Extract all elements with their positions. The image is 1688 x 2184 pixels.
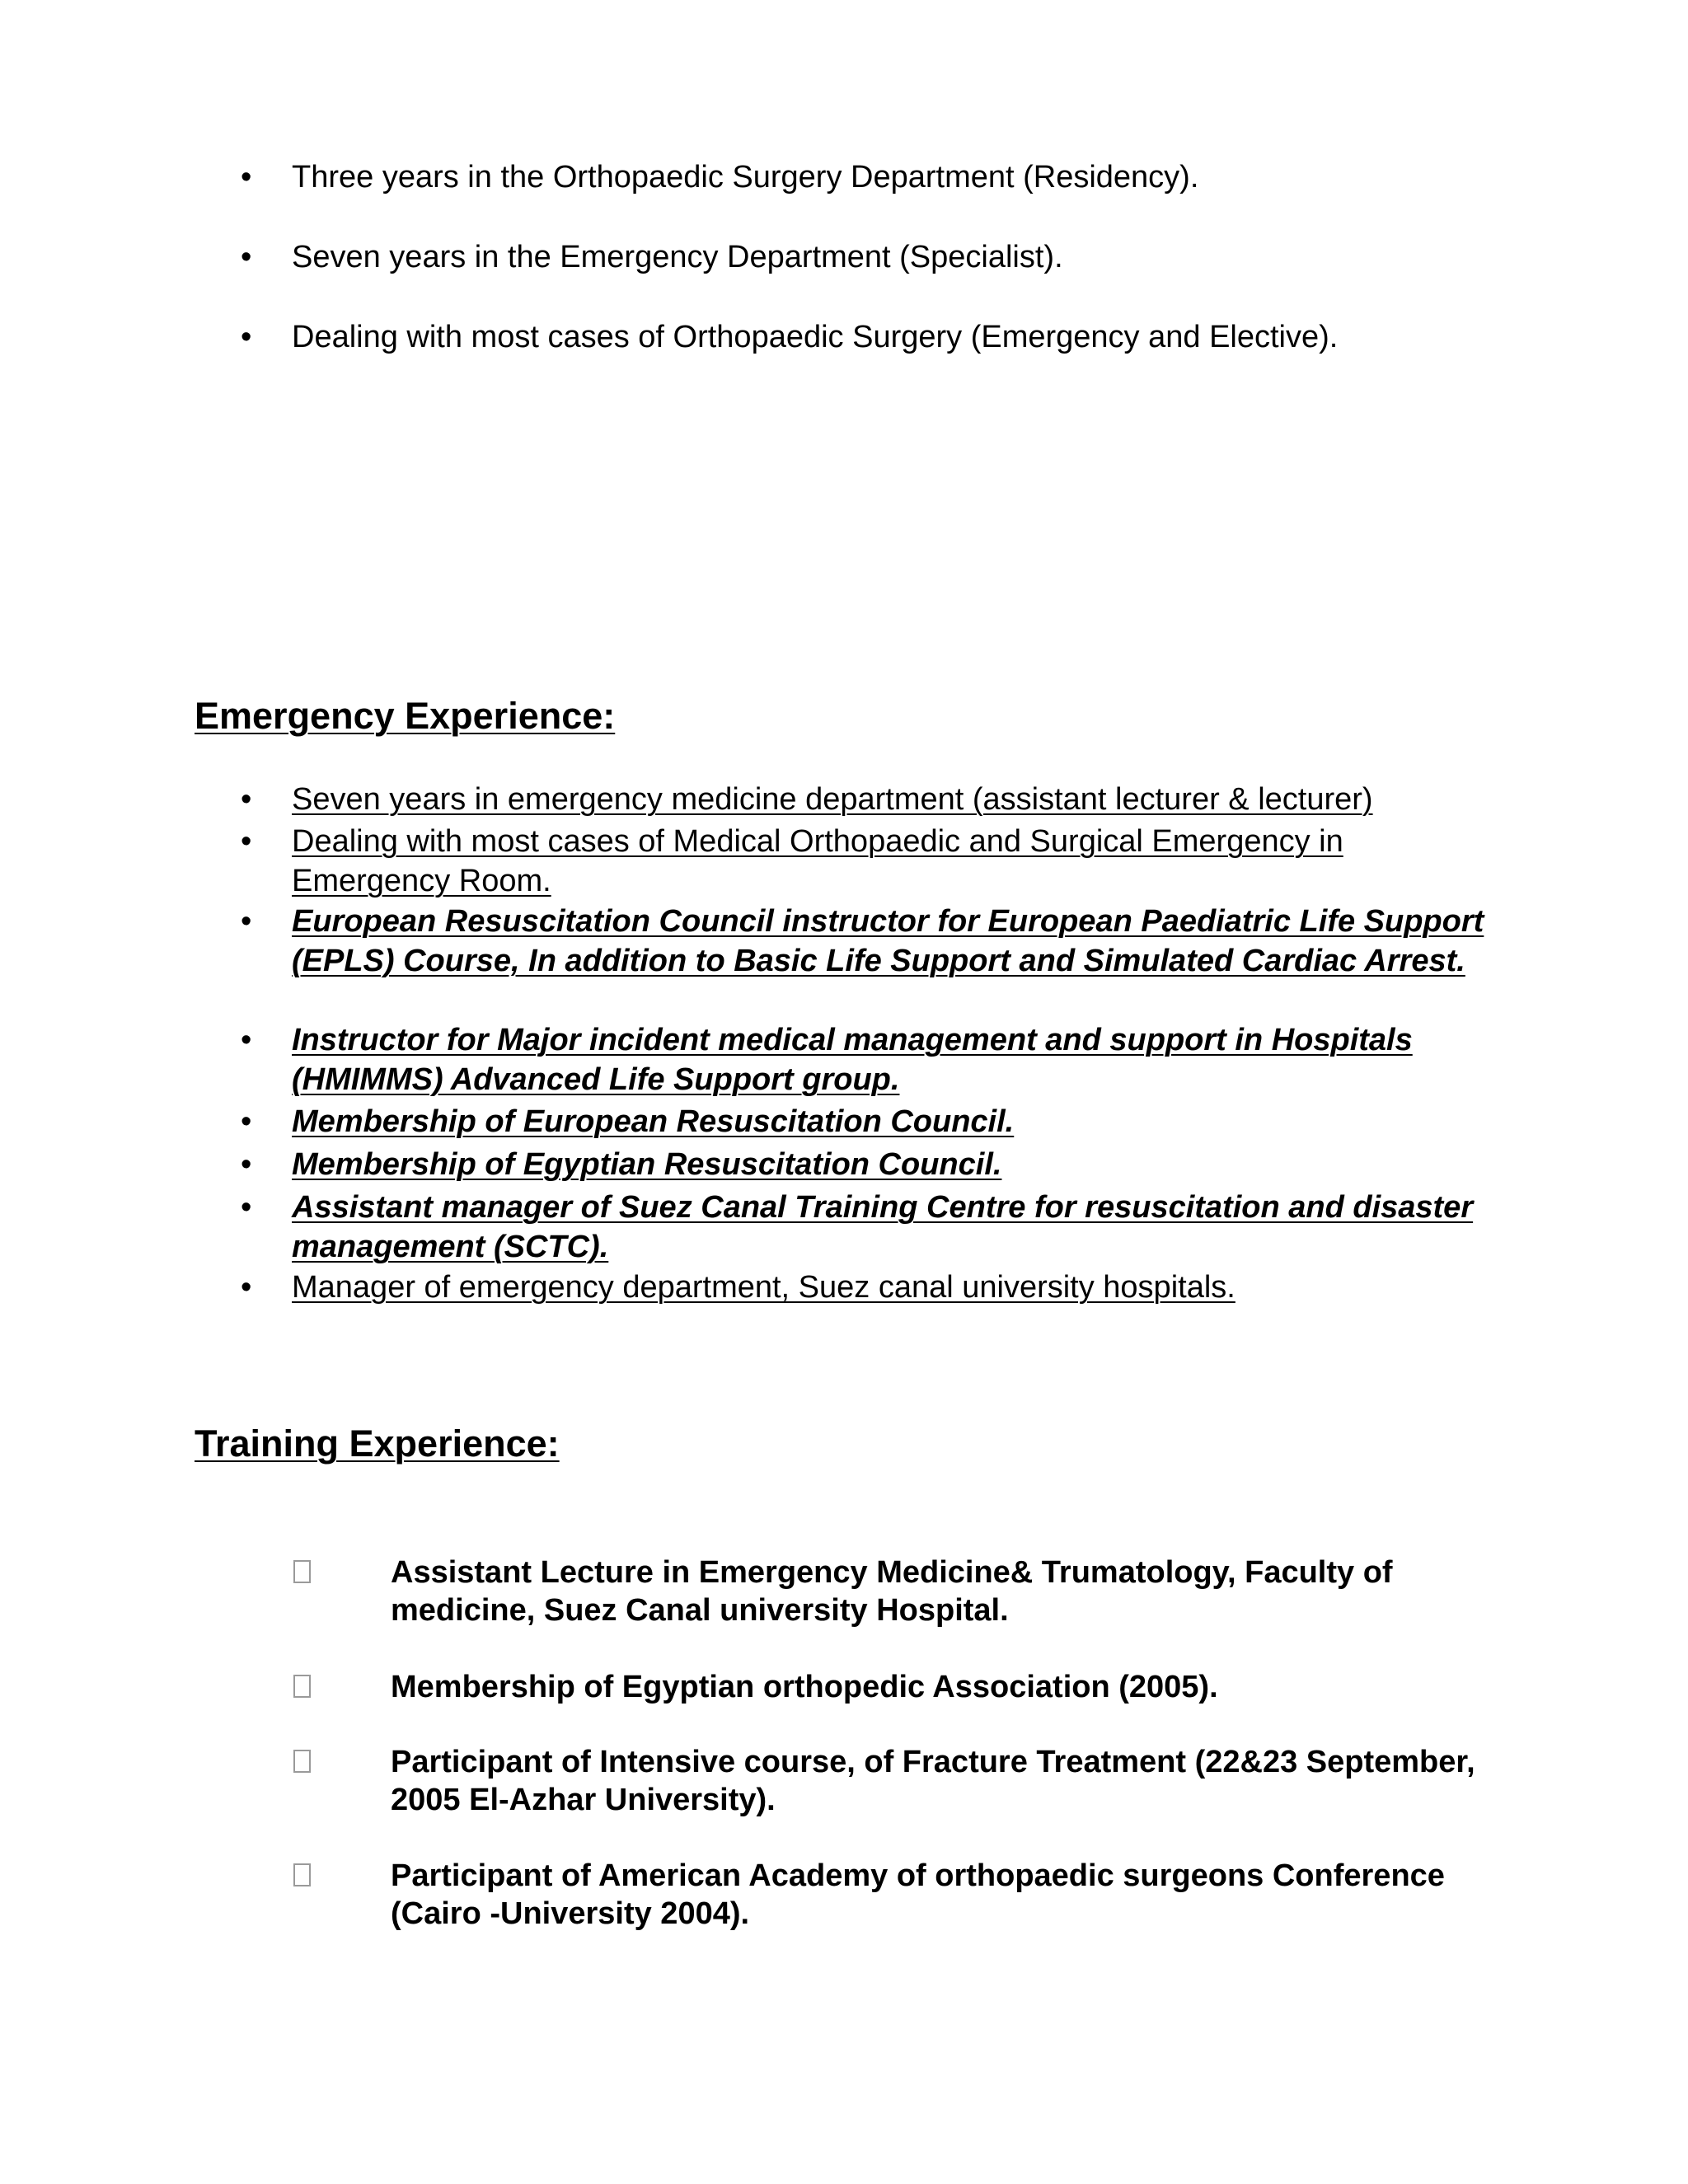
list-item-text: Participant of American Academy of orthopaedic surgeons Conference (Cairo -University 2004). [391,1858,1445,1931]
list-item-text: Seven years in emergency medicine department (assistant lecturer & lecturer) [292,782,1373,817]
section-heading-emergency: Emergency Experience: [195,695,616,737]
bullet-icon: • [241,1190,252,1225]
list-item-text: Membership of Egyptian orthopedic Association (2005). [391,1670,1218,1704]
list-item-text: Participant of Intensive course, of Fracture Treatment (22&23 September, 2005 El-Azhar University). [391,1745,1475,1817]
list-item-text: Manager of emergency department, Suez canal university hospitals. [292,1270,1236,1305]
section-heading-training: Training Experience: [195,1422,560,1465]
list-item-text: Dealing with most cases of Orthopaedic Surgery (Emergency and Elective). [292,320,1339,354]
list-item-text: Dealing with most cases of Medical Orthopaedic and Surgical Emergency in Emergency Room. [292,824,1343,898]
checkbox-glyph-icon [293,1863,311,1886]
bullet-icon: • [241,782,252,817]
list-item-text: Instructor for Major incident medical management and support in Hospitals (HMIMMS) Advanced Life Support group. [292,1023,1413,1097]
bullet-icon: • [241,824,252,859]
checkbox-glyph-icon [293,1560,311,1583]
list-item-text: Seven years in the Emergency Department (Specialist). [292,240,1063,274]
bullet-icon: • [241,1147,252,1182]
bullet-icon: • [241,320,252,354]
list-item-text: Assistant manager of Suez Canal Training Centre for resuscitation and disaster management (SCTC). [292,1190,1474,1264]
bullet-icon: • [241,1270,252,1305]
list-item-text: European Resuscitation Council instructor for European Paediatric Life Support (EPLS) Course, In addition to Basic Life Support and Simulated Cardiac Arrest. [292,904,1484,978]
checkbox-glyph-icon [293,1750,311,1773]
bullet-icon: • [241,1023,252,1057]
bullet-icon: • [241,160,252,194]
list-item-text: Membership of Egyptian Resuscitation Council. [292,1147,1002,1182]
list-item-text: Three years in the Orthopaedic Surgery Department (Residency). [292,160,1199,194]
bullet-icon: • [241,904,252,939]
list-item-text: Assistant Lecture in Emergency Medicine& Trumatology, Faculty of medicine, Suez Canal university Hospital. [391,1555,1393,1628]
list-item-text: Membership of European Resuscitation Council. [292,1104,1015,1139]
bullet-icon: • [241,240,252,274]
checkbox-glyph-icon [293,1675,311,1698]
bullet-icon: • [241,1104,252,1139]
